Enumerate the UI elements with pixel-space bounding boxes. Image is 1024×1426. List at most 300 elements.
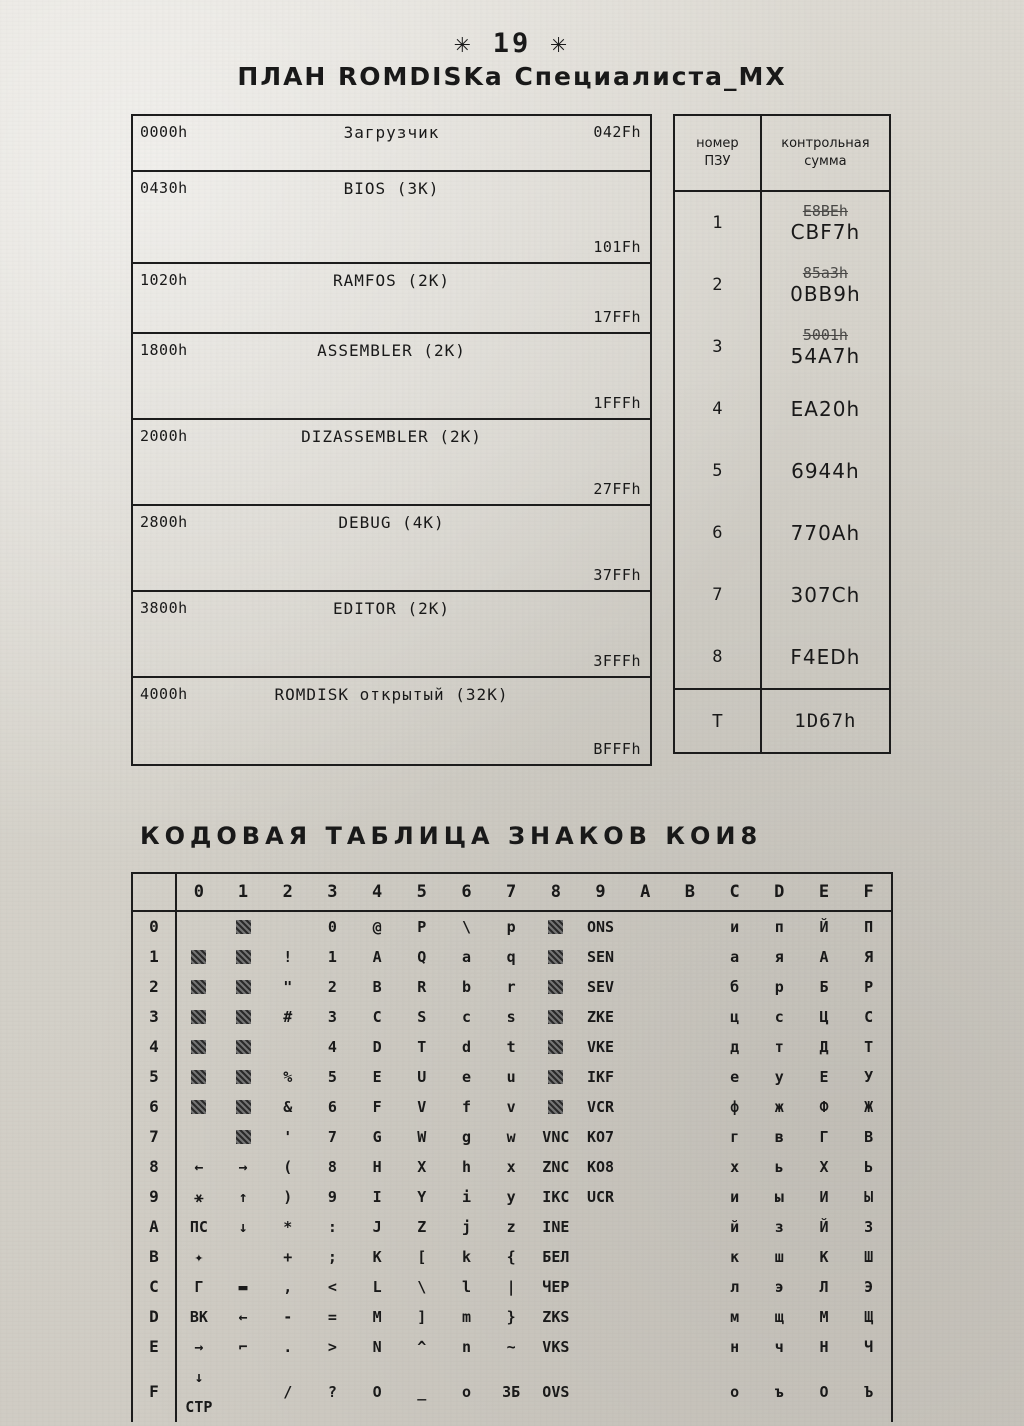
memory-map-end-address: 1FFFh	[593, 394, 641, 412]
code-table-cell: Б	[819, 978, 829, 996]
code-table-cell: >	[327, 1338, 337, 1356]
code-table-cell: Х	[819, 1158, 829, 1176]
graphic-block-glyph	[236, 1040, 251, 1054]
checksum-value-cell	[762, 192, 889, 254]
graphic-block-glyph	[236, 920, 251, 934]
code-table-cell: KO8	[586, 1158, 615, 1176]
code-table-column-header: 0	[176, 874, 221, 911]
code-table-cell: )	[283, 1188, 293, 1206]
code-table-cell	[668, 1362, 713, 1422]
code-table-row	[133, 1362, 891, 1422]
checksum-row	[675, 192, 889, 254]
code-table-cell	[221, 942, 266, 972]
memory-map-start-address: 1800h	[140, 341, 188, 359]
code-table-cell	[578, 1362, 623, 1422]
code-table-cell: Г	[194, 1278, 204, 1296]
code-table-cell: }	[506, 1308, 516, 1326]
code-table-cell: _	[417, 1383, 427, 1401]
code-table-cell	[534, 1092, 579, 1122]
checksum-table	[673, 114, 891, 754]
code-table-row-header: 1	[133, 942, 176, 972]
checksum-rom-number: 4	[675, 378, 762, 440]
checksum-row	[675, 502, 889, 564]
code-table-cell: k	[461, 1248, 471, 1266]
code-table-cell	[176, 1062, 221, 1092]
page-number: ✳ 19 ✳	[454, 28, 570, 59]
code-table-row-header: 5	[133, 1062, 176, 1092]
code-table-cell: \	[461, 918, 471, 936]
code-table-cell: ;	[327, 1248, 337, 1266]
code-table-cell	[623, 1002, 668, 1032]
code-table-cell: Ъ	[864, 1383, 874, 1401]
graphic-block-glyph	[548, 950, 563, 964]
code-table-cell	[578, 1302, 623, 1332]
checksum-row	[675, 378, 889, 440]
code-table-cell: Й	[819, 1218, 829, 1236]
code-table-cell	[623, 1332, 668, 1362]
code-table-cell: N	[372, 1338, 382, 1356]
code-table-row	[133, 942, 891, 972]
code-table-column-header: 3	[310, 874, 355, 911]
code-table-cell: <	[327, 1278, 337, 1296]
code-table-cell	[623, 1092, 668, 1122]
code-table-cell	[623, 911, 668, 942]
code-table-cell: +	[283, 1248, 293, 1266]
checksum-rom-number: 3	[675, 316, 762, 378]
graphic-block-glyph	[548, 980, 563, 994]
code-table-cell: [	[417, 1248, 427, 1266]
code-table-header-row	[133, 874, 891, 911]
code-table-cell: и	[730, 1188, 740, 1206]
code-table-cell: Н	[819, 1338, 829, 1356]
code-table-cell: п	[774, 918, 784, 936]
code-table-cell: Ч	[864, 1338, 874, 1356]
code-table-cell: ?	[327, 1383, 337, 1401]
checksum-rom-number: 7	[675, 564, 762, 626]
code-table-cell: у	[774, 1068, 784, 1086]
code-table-cell: В	[864, 1128, 874, 1146]
code-table-cell	[623, 1272, 668, 1302]
code-table-cell: Е	[819, 1068, 829, 1086]
code-table-cell	[623, 972, 668, 1002]
code-table-cell	[623, 942, 668, 972]
code-table-cell: l	[461, 1278, 471, 1296]
code-table-cell: ^	[417, 1338, 427, 1356]
code-table-cell: 9	[327, 1188, 337, 1206]
code-table-cell: v	[506, 1098, 516, 1116]
code-table-cell: o	[461, 1383, 471, 1401]
code-table-row-header: 6	[133, 1092, 176, 1122]
code-table-row	[133, 1032, 891, 1062]
code-table-cell: ⌐	[238, 1338, 248, 1356]
code-table-cell: j	[461, 1218, 471, 1236]
code-table-cell: f	[461, 1098, 471, 1116]
checksum-header-sum-line1: контрольная	[781, 136, 870, 152]
checksum-rom-number: 1	[675, 192, 762, 254]
memory-map-row	[133, 172, 650, 264]
code-table-cell: -	[283, 1308, 293, 1326]
checksum-header-row	[675, 116, 889, 192]
code-table-row-header: 0	[133, 911, 176, 942]
memory-map-row	[133, 592, 650, 678]
code-table-cell: %	[283, 1068, 293, 1086]
graphic-block-glyph	[191, 1070, 206, 1084]
code-table-cell: a	[461, 948, 471, 966]
code-table-cell	[668, 1242, 713, 1272]
memory-map-row	[133, 264, 650, 334]
code-table-cell: ↓	[238, 1218, 248, 1236]
code-table-cell: ZKS	[542, 1308, 570, 1326]
code-table-cell: s	[506, 1008, 516, 1026]
page-title: ПЛАН ROMDISKa Специалиста_MX	[237, 62, 787, 91]
code-table-cell: V	[417, 1098, 427, 1116]
code-table-cell: q	[506, 948, 516, 966]
code-table-cell: ф	[730, 1098, 740, 1116]
checksum-rom-number: 6	[675, 502, 762, 564]
memory-map-region-name: ASSEMBLER (2K)	[317, 341, 466, 360]
code-table-cell: Р	[864, 978, 874, 996]
code-table-cell: С	[864, 1008, 874, 1026]
code-table-cell: У	[864, 1068, 874, 1086]
code-table-cell	[221, 972, 266, 1002]
code-table-cell: 8	[327, 1158, 337, 1176]
code-table-cell	[623, 1242, 668, 1272]
code-table-cell	[221, 1242, 266, 1272]
code-table-cell: T	[417, 1038, 427, 1056]
code-table-column-header: E	[802, 874, 847, 911]
checksum-rom-number: 2	[675, 254, 762, 316]
code-table-cell: ц	[730, 1008, 740, 1026]
checksum-new-value: 770Ah	[790, 521, 861, 545]
code-table-cell: 7	[327, 1128, 337, 1146]
code-table-cell: Q	[417, 948, 427, 966]
checksum-header-sum	[762, 116, 889, 190]
code-table-cell: н	[730, 1338, 740, 1356]
code-table-cell: B	[372, 978, 382, 996]
code-table-cell: ,	[283, 1278, 293, 1296]
code-table-cell	[668, 1182, 713, 1212]
code-table-cell	[265, 911, 310, 942]
checksum-row	[675, 564, 889, 626]
code-table-cell	[668, 1152, 713, 1182]
code-table-cell: I	[372, 1188, 382, 1206]
checksum-row	[675, 626, 889, 688]
code-table-cell	[668, 1062, 713, 1092]
graphic-block-glyph	[236, 1070, 251, 1084]
code-table-cell: ←	[238, 1308, 248, 1326]
code-table-cell: .	[283, 1338, 293, 1356]
code-table-cell: 2	[327, 978, 337, 996]
code-table-cell	[221, 1122, 266, 1152]
code-table-cell: О	[819, 1383, 829, 1401]
code-table-cell: х	[730, 1158, 740, 1176]
code-table-cell	[578, 1242, 623, 1272]
code-table-cell: 0	[327, 918, 337, 936]
code-table-cell	[668, 942, 713, 972]
checksum-new-value: 54A7h	[790, 344, 861, 368]
code-table-cell	[176, 1122, 221, 1152]
code-table-cell	[221, 1002, 266, 1032]
code-table-cell: ONS	[586, 918, 615, 936]
code-table-cell: ы	[774, 1188, 784, 1206]
code-table-cell: А	[819, 948, 829, 966]
memory-map-end-address: 042Fh	[593, 123, 641, 141]
memory-map-row	[133, 678, 650, 764]
code-table-cell: SEV	[586, 978, 615, 996]
code-table-cell: A	[372, 948, 382, 966]
code-table-cell: в	[774, 1128, 784, 1146]
code-table-cell: Д	[819, 1038, 829, 1056]
code-table-row-header: 9	[133, 1182, 176, 1212]
code-table-cell: а	[730, 948, 740, 966]
code-table-cell: 3	[327, 1008, 337, 1026]
code-table-cell: я	[774, 948, 784, 966]
graphic-block-glyph	[548, 1040, 563, 1054]
memory-map-region-name: Загрузчик	[343, 123, 440, 142]
code-table-column-header: A	[623, 874, 668, 911]
checksum-value-cell	[762, 502, 889, 564]
code-table-cell: F	[372, 1098, 382, 1116]
graphic-block-glyph	[548, 920, 563, 934]
code-table-cell: ~	[506, 1338, 516, 1356]
code-table	[131, 872, 893, 1422]
checksum-body	[675, 192, 889, 688]
code-table-cell: Т	[864, 1038, 874, 1056]
memory-map-start-address: 3800h	[140, 599, 188, 617]
code-table-cell: u	[506, 1068, 516, 1086]
memory-map-start-address: 2000h	[140, 427, 188, 445]
code-table-cell: X	[417, 1158, 427, 1176]
code-table-column-header: 5	[399, 874, 444, 911]
code-table-cell: C	[372, 1008, 382, 1026]
code-table-cell: ш	[774, 1248, 784, 1266]
code-table-row	[133, 1182, 891, 1212]
checksum-row	[675, 254, 889, 316]
code-table-cell: O	[372, 1383, 382, 1401]
code-table-column-header: 2	[265, 874, 310, 911]
code-table-cell: SEN	[586, 948, 615, 966]
code-table-cell: g	[461, 1128, 471, 1146]
code-table-cell: Y	[417, 1188, 427, 1206]
code-table-cell: :	[327, 1218, 337, 1236]
code-table-cell: Ц	[819, 1008, 829, 1026]
code-table-cell	[668, 1332, 713, 1362]
code-table-cell: 6	[327, 1098, 337, 1116]
checksum-new-value: 6944h	[791, 459, 860, 483]
code-table-cell: KO7	[586, 1128, 615, 1146]
graphic-block-glyph	[191, 1040, 206, 1054]
checksum-value-cell	[762, 440, 889, 502]
code-table-column-header: 9	[578, 874, 623, 911]
checksum-total-row	[675, 688, 889, 752]
code-table-cell	[668, 972, 713, 1002]
code-table-cell	[578, 1332, 623, 1362]
code-table-cell: 4	[327, 1038, 337, 1056]
code-table-cell: p	[506, 918, 516, 936]
code-table-cell: ZNC	[542, 1158, 570, 1176]
code-table-cell: y	[506, 1188, 516, 1206]
code-table-cell	[623, 1152, 668, 1182]
code-table-cell: ЗБ	[502, 1383, 521, 1401]
code-table-row-header: 7	[133, 1122, 176, 1152]
code-table-cell: м	[730, 1308, 740, 1326]
code-table-cell: VCR	[586, 1098, 615, 1116]
memory-map-region-name: DEBUG (4K)	[338, 513, 445, 532]
code-table-cell: @	[372, 918, 382, 936]
code-table-cell: Г	[819, 1128, 829, 1146]
code-table-cell	[623, 1302, 668, 1332]
memory-map-row	[133, 506, 650, 592]
code-table-cell	[668, 1302, 713, 1332]
code-table-cell: D	[372, 1038, 382, 1056]
code-table-cell: d	[461, 1038, 471, 1056]
code-table-row-header: F	[133, 1362, 176, 1422]
memory-map-row	[133, 116, 650, 172]
code-table-cell	[668, 911, 713, 942]
code-table-cell	[176, 942, 221, 972]
code-table-cell: t	[506, 1038, 516, 1056]
code-table-cell: э	[774, 1278, 784, 1296]
code-table-row-header: E	[133, 1332, 176, 1362]
checksum-new-value: 307Ch	[790, 583, 861, 607]
code-table-cell: c	[461, 1008, 471, 1026]
code-table-cell: ↓ СТР	[185, 1368, 213, 1416]
code-table-cell	[623, 1062, 668, 1092]
code-table-cell: →	[194, 1338, 204, 1356]
code-table-cell: /	[283, 1383, 293, 1401]
code-table-column-header: F	[846, 874, 891, 911]
checksum-rom-number: 8	[675, 626, 762, 688]
code-table-cell	[176, 1032, 221, 1062]
code-table-cell: ▬	[238, 1278, 248, 1296]
checksum-old-value: 85a3h	[802, 264, 848, 282]
code-table-cell: G	[372, 1128, 382, 1146]
code-table-cell: !	[283, 948, 293, 966]
code-table-column-header: B	[668, 874, 713, 911]
graphic-block-glyph	[191, 950, 206, 964]
graphic-block-glyph	[191, 1010, 206, 1024]
memory-map-region-name: BIOS (3K)	[343, 179, 440, 198]
checksum-total-label: Т	[675, 690, 762, 752]
code-table-cell: M	[372, 1308, 382, 1326]
code-table-cell: ь	[774, 1158, 784, 1176]
code-table-cell: з	[774, 1218, 784, 1236]
graphic-block-glyph	[191, 980, 206, 994]
memory-map-region-name: DIZASSEMBLER (2K)	[301, 427, 482, 446]
code-table-cell	[623, 1122, 668, 1152]
code-table-row-header: D	[133, 1302, 176, 1332]
code-table-cell: K	[372, 1248, 382, 1266]
checksum-new-value: F4EDh	[790, 645, 861, 669]
code-table-cell: h	[461, 1158, 471, 1176]
checksum-old-value: E8BEh	[802, 202, 848, 220]
code-table-column-header: 8	[534, 874, 579, 911]
code-table-cell: Э	[864, 1278, 874, 1296]
code-table-cell: д	[730, 1038, 740, 1056]
code-table-row-header: 3	[133, 1002, 176, 1032]
code-table-cell: i	[461, 1188, 471, 1206]
code-table-cell	[623, 1182, 668, 1212]
code-table-cell	[668, 1092, 713, 1122]
code-table-cell: W	[417, 1128, 427, 1146]
memory-map-row	[133, 334, 650, 420]
code-table-row-header: 4	[133, 1032, 176, 1062]
checksum-row	[675, 440, 889, 502]
checksum-value-cell	[762, 378, 889, 440]
code-table-cell: т	[774, 1038, 784, 1056]
code-table-cell: Я	[864, 948, 874, 966]
code-table-cell: К	[819, 1248, 829, 1266]
code-table-cell: '	[283, 1128, 293, 1146]
code-table-column-header: D	[757, 874, 802, 911]
code-table-cell: Щ	[864, 1308, 874, 1326]
code-table-cell	[623, 1362, 668, 1422]
checksum-value-cell	[762, 564, 889, 626]
code-table-cell	[176, 1002, 221, 1032]
graphic-block-glyph	[236, 980, 251, 994]
code-table-cell	[221, 1032, 266, 1062]
code-table-cell: к	[730, 1248, 740, 1266]
code-table-cell: VNC	[542, 1128, 570, 1146]
code-table-cell: ↑	[238, 1188, 248, 1206]
code-table-cell: OVS	[542, 1383, 570, 1401]
code-table-cell: &	[283, 1098, 293, 1116]
code-table-row-header: 8	[133, 1152, 176, 1182]
checksum-value-cell	[762, 316, 889, 378]
graphic-block-glyph	[236, 950, 251, 964]
code-table-cell	[221, 1362, 266, 1422]
graphic-block-glyph	[191, 1100, 206, 1114]
code-table-cell: г	[730, 1128, 740, 1146]
checksum-new-value: CBF7h	[790, 220, 861, 244]
code-table-cell: P	[417, 918, 427, 936]
memory-map-region-name: RAMFOS (2K)	[333, 271, 450, 290]
memory-map-region-name: EDITOR (2K)	[333, 599, 450, 618]
code-table-cell: е	[730, 1068, 740, 1086]
code-table-row	[133, 1332, 891, 1362]
code-table-cell: R	[417, 978, 427, 996]
code-table-cell: л	[730, 1278, 740, 1296]
code-table-cell: r	[506, 978, 516, 996]
code-table-cell: о	[730, 1383, 740, 1401]
code-table-cell	[265, 1032, 310, 1062]
code-table-row	[133, 1212, 891, 1242]
code-table-row	[133, 1062, 891, 1092]
memory-map-region-name: ROMDISK открытый (32K)	[274, 685, 509, 704]
code-table-row	[133, 1272, 891, 1302]
code-table-cell: БЕЛ	[542, 1248, 570, 1266]
code-table-cell	[221, 1062, 266, 1092]
code-table-cell: #	[283, 1008, 293, 1026]
code-table-cell: VKS	[542, 1338, 570, 1356]
code-table-row	[133, 1092, 891, 1122]
code-table-row	[133, 911, 891, 942]
memory-map-start-address: 2800h	[140, 513, 188, 531]
code-table-cell: й	[730, 1218, 740, 1236]
code-table-cell: ]	[417, 1308, 427, 1326]
code-table-cell	[534, 972, 579, 1002]
code-table-cell: б	[730, 978, 740, 996]
graphic-block-glyph	[236, 1010, 251, 1024]
code-table-cell: e	[461, 1068, 471, 1086]
code-table-cell	[668, 1122, 713, 1152]
checksum-header-rom-line2: ПЗУ	[704, 154, 731, 169]
checksum-header-rom-line1: номер	[696, 136, 739, 152]
code-table-cell	[623, 1032, 668, 1062]
code-table-cell	[668, 1032, 713, 1062]
code-table-cell: ✦	[194, 1248, 204, 1266]
memory-map-row	[133, 420, 650, 506]
